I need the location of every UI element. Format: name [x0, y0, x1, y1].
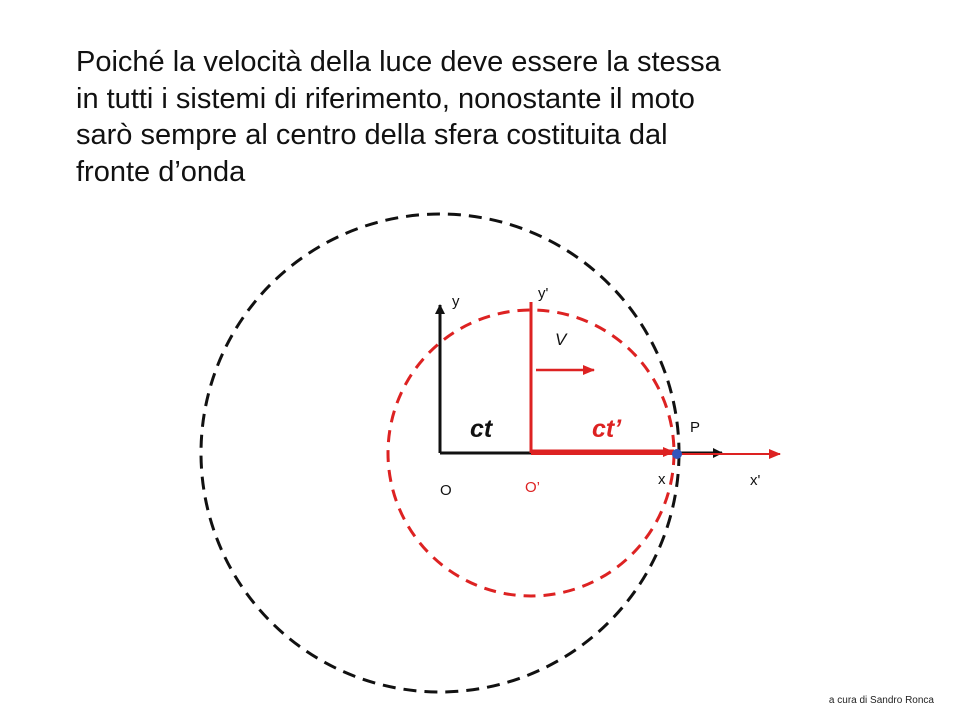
author-credit: a cura di Sandro Ronca: [828, 695, 934, 706]
title-line-4: fronte d’onda: [76, 155, 246, 188]
y-axis-label: y: [452, 293, 460, 310]
ct-prime-label: ct’: [592, 415, 622, 443]
velocity-label: V: [555, 330, 567, 349]
y-prime-axis-label: y': [538, 285, 549, 302]
x-axis-label: x: [658, 471, 666, 488]
origin-o-prime-label: O’: [525, 479, 540, 496]
point-p-marker: [672, 449, 682, 459]
title-line-3: sarò sempre al centro della sfera costituita dal: [76, 119, 668, 151]
title-line-1: Poiché la velocità della luce deve essere la stessa: [76, 46, 721, 78]
ct-label: ct: [470, 415, 493, 443]
origin-o-label: O: [440, 482, 452, 499]
point-p-label: P: [690, 419, 701, 436]
x-prime-axis-label: x': [750, 472, 761, 489]
title-line-2: in tutti i sistemi di riferimento, nonostante il moto: [76, 82, 695, 115]
